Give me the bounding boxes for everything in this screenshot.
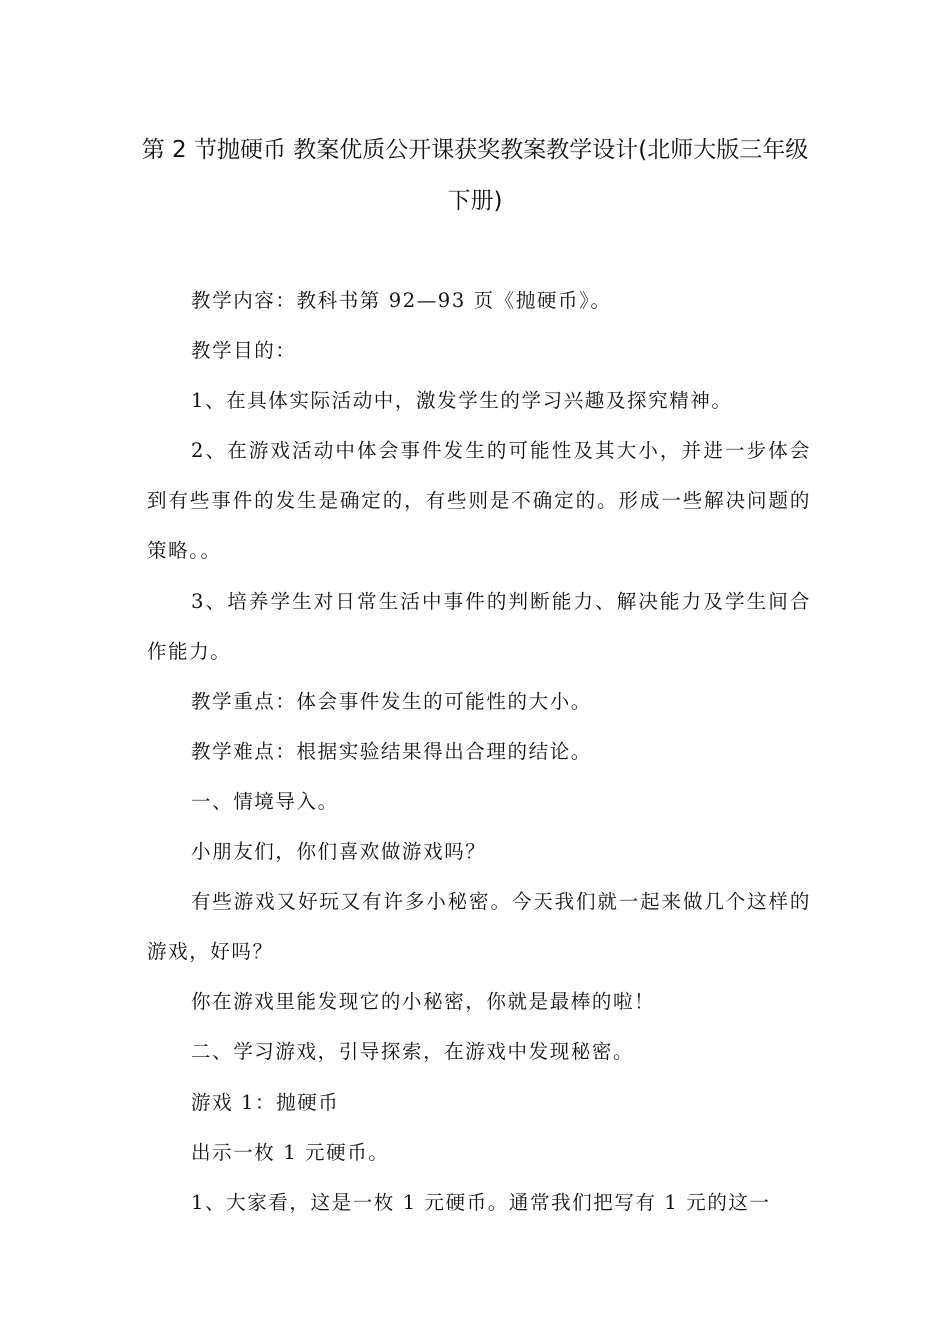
paragraph-game-1: 游戏 1：抛硬币 bbox=[191, 1090, 340, 1114]
paragraph-question: 小朋友们，你们喜欢做游戏吗？ bbox=[191, 840, 487, 864]
title-line-1: 第 2 节抛硬币 教案优质公开课获奖教案教学设计(北师大版三年级 bbox=[141, 137, 809, 163]
paragraph-section-1: 一、情境导入。 bbox=[191, 789, 339, 813]
paragraph-show-coin: 出示一枚 1 元硬币。 bbox=[191, 1140, 390, 1164]
paragraph-content: 教学内容：教科书第 92—93 页《抛硬币》。 bbox=[191, 289, 612, 312]
paragraph-objectives-heading: 教学目的： bbox=[191, 339, 297, 363]
paragraph-secrets: 有些游戏又好玩又有许多小秘密。今天我们就一起来做几个这样的游戏，好吗？ bbox=[147, 890, 811, 964]
document-body bbox=[147, 276, 811, 1228]
title-line-2: 下册) bbox=[447, 188, 503, 214]
paragraph-objective-1: 1、在具体实际活动中，激发学生的学习兴趣及探究精神。 bbox=[191, 389, 733, 413]
paragraph-objective-2: 2、在游戏活动中体会事件发生的可能性及其大小，并进一步体会到有些事件的发生是确定的，有些则是不确定的。形成一些解决问题的策略。。 bbox=[147, 439, 811, 563]
document-title bbox=[120, 125, 830, 227]
paragraph-key-point: 教学重点：体会事件发生的可能性的大小。 bbox=[191, 689, 592, 713]
paragraph-best: 你在游戏里能发现它的小秘密，你就是最棒的啦！ bbox=[191, 990, 656, 1014]
paragraph-coin-intro: 1、大家看，这是一枚 1 元硬币。通常我们把写有 1 元的这一 bbox=[191, 1190, 771, 1214]
paragraph-difficulty: 教学难点：根据实验结果得出合理的结论。 bbox=[191, 739, 592, 763]
paragraph-section-2: 二、学习游戏，引导探索，在游戏中发现秘密。 bbox=[191, 1040, 635, 1064]
paragraph-objective-3: 3、培养学生对日常生活中事件的判断能力、解决能力及学生间合作能力。 bbox=[147, 589, 811, 663]
